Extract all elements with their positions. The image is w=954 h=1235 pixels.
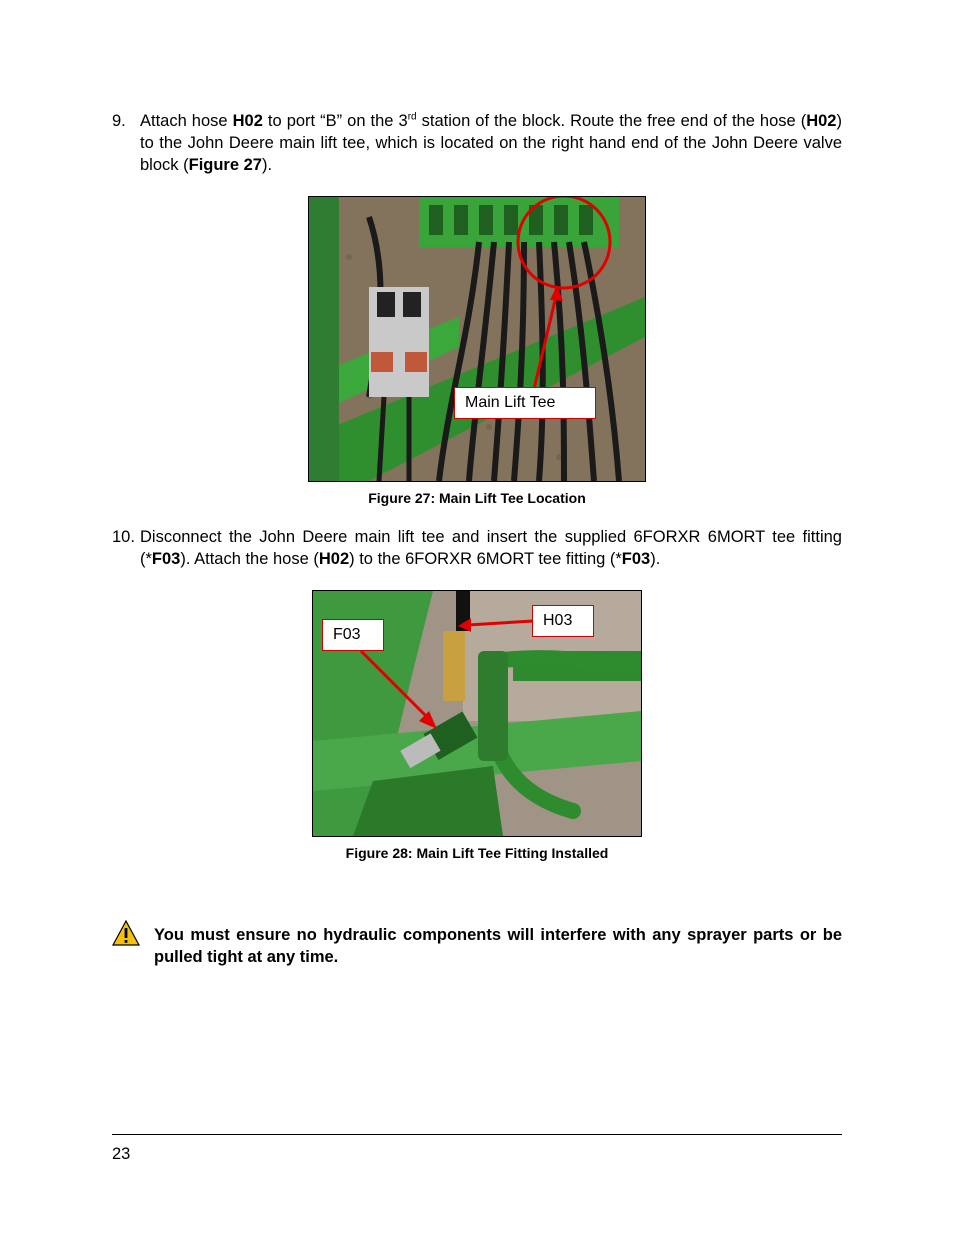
page-number: 23 bbox=[112, 1145, 131, 1163]
figure-27-caption: Figure 27: Main Lift Tee Location bbox=[368, 490, 586, 506]
footer-divider bbox=[112, 1134, 842, 1135]
figure-27-photo bbox=[308, 196, 646, 482]
step-number: 9. bbox=[112, 112, 126, 130]
step-text: Attach hose H02 to port “B” on the 3rd station of the block. Route the free end of the hose (H02) to the John Deere main lift tee, which is located on the right hand end of the John Deere valve block (Figure 27). bbox=[140, 111, 842, 174]
hose-ref: H02 bbox=[232, 112, 263, 130]
callout-main-lift-tee: Main Lift Tee bbox=[454, 387, 596, 419]
step-number: 10. bbox=[112, 528, 135, 546]
figure-ref: Figure 27 bbox=[188, 156, 262, 174]
warning-text: You must ensure no hydraulic components will interfere with any sprayer parts or be pulled tight at any time. bbox=[154, 926, 842, 966]
step-10 bbox=[112, 526, 842, 574]
hose-ref: H02 bbox=[318, 550, 350, 568]
step-9 bbox=[112, 110, 842, 180]
fitting-ref: F03 bbox=[621, 550, 651, 568]
callout-h03: H03 bbox=[532, 605, 594, 637]
callout-f03: F03 bbox=[322, 619, 384, 651]
step-text: Disconnect the John Deere main lift tee and insert the supplied 6FORXR 6MORT tee fitting (*F03). Attach the hose (H02) to the 6FORXR 6MORT tee fitting (*F03). bbox=[140, 528, 842, 568]
hose-ref: H02 bbox=[806, 112, 837, 130]
valve-block-photo bbox=[309, 197, 645, 481]
figure-28-caption: Figure 28: Main Lift Tee Fitting Installed bbox=[345, 845, 609, 861]
fitting-ref: F03 bbox=[151, 550, 181, 568]
warning-triangle-icon bbox=[112, 920, 140, 951]
